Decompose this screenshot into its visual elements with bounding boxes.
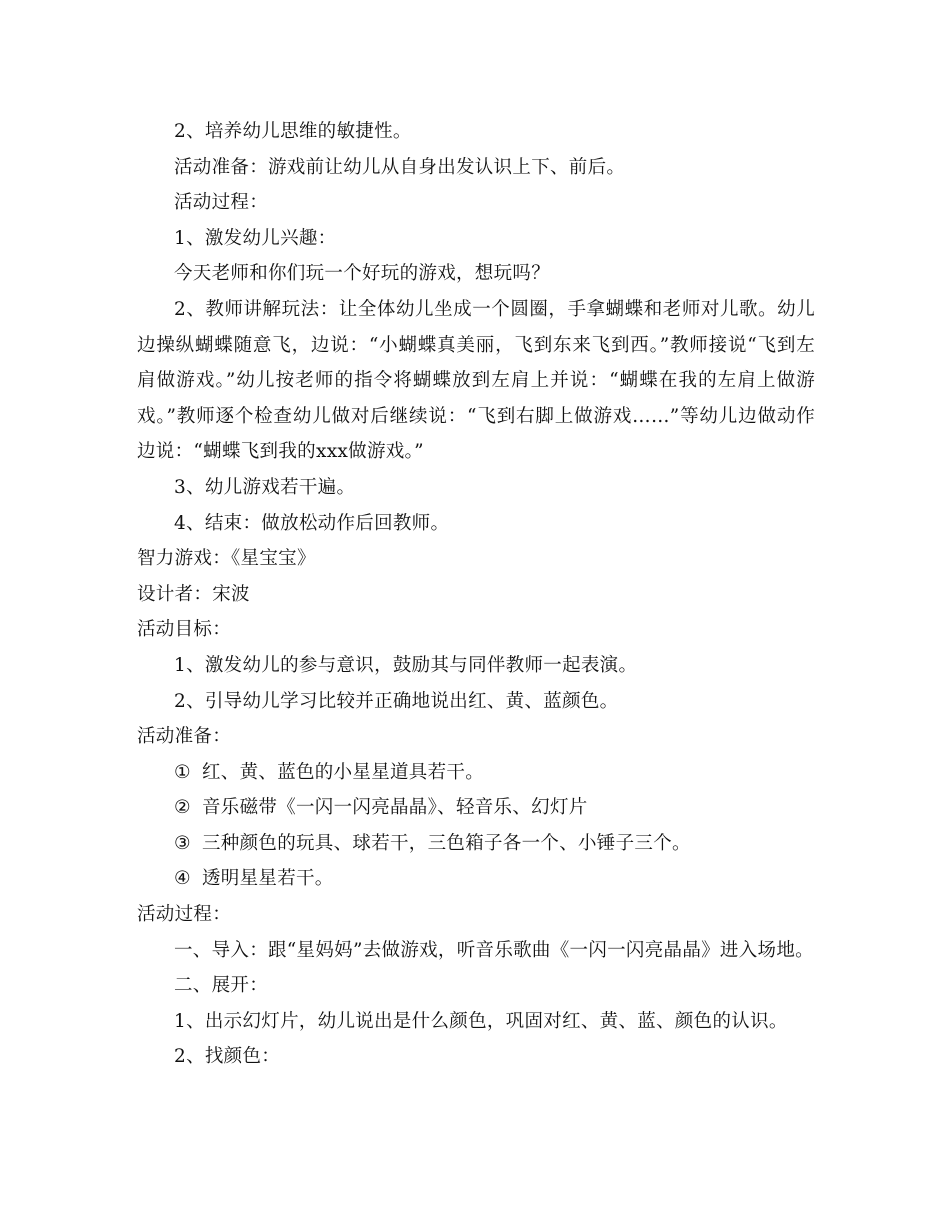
designer-line: 设计者：宋波	[137, 583, 250, 605]
goals-heading: 活动目标：	[137, 619, 232, 641]
game-title: 智力游戏：《星宝宝》	[137, 548, 316, 570]
prep-item-mark: ①	[174, 761, 191, 783]
document-body	[137, 114, 815, 1075]
process-heading: 活动过程：	[137, 904, 232, 926]
step-paragraph: 2、教师讲解玩法：让全体幼儿坐成一个圆圈，手拿蝴蝶和老师对儿歌。幼儿边操纵蝴蝶随意飞，边说：“小蝴蝶真美丽，飞到东来飞到西。”教师接说“飞到左肩做游戏。”幼儿按老师的指令将蝴蝶放到左肩上并说：“蝴蝶在我的左肩上做游戏。”教师逐个检查幼儿做对后继续说：“飞到右脚上做游戏……”等幼儿边做动作边说：“蝴蝶飞到我的xxx做游戏。”	[137, 298, 815, 463]
expand-item: 2、找颜色：	[174, 1046, 281, 1068]
prep-item-mark: ④	[174, 868, 191, 890]
prep-item	[137, 755, 815, 791]
goal-line: 2、培养幼儿思维的敏捷性。	[174, 121, 412, 142]
prep-item-mark: ③	[174, 832, 191, 854]
process-heading: 活动过程：	[174, 192, 269, 214]
goal-item: 1、激发幼儿的参与意识，鼓励其与同伴教师一起表演。	[174, 654, 638, 676]
step-line: 3、幼儿游戏若干遍。	[174, 476, 356, 498]
step-line: 1、激发幼儿兴趣：	[174, 227, 337, 249]
goal-item: 2、引导幼儿学习比较并正确地说出红、黄、蓝颜色。	[174, 690, 619, 712]
expand-item: 1、出示幻灯片，幼儿说出是什么颜色，巩固对红、黄、蓝、颜色的认识。	[174, 1010, 788, 1032]
prep-heading: 活动准备：	[137, 726, 232, 748]
prep-line: 活动准备：游戏前让幼儿从自身出发认识上下、前后。	[174, 156, 626, 178]
prep-item	[137, 790, 815, 826]
prep-item	[137, 826, 815, 862]
prep-item-text: 音乐磁带《一闪一闪亮晶晶》、轻音乐、幻灯片	[202, 797, 588, 819]
step-content: 今天老师和你们玩一个好玩的游戏，想玩吗？	[174, 263, 551, 285]
prep-item	[137, 861, 815, 897]
prep-item-mark: ②	[174, 797, 191, 819]
intro-paragraph: 一、导入：跟“星妈妈”去做游戏，听音乐歌曲《一闪一闪亮晶晶》进入场地。	[174, 939, 814, 961]
step-line: 4、结束：做放松动作后回教师。	[174, 512, 450, 534]
expand-heading: 二、展开：	[174, 975, 269, 997]
prep-item-text: 三种颜色的玩具、球若干，三色箱子各一个、小锤子三个。	[202, 832, 691, 854]
prep-item-text: 红、黄、蓝色的小星星道具若干。	[202, 761, 485, 783]
prep-item-text: 透明星星若干。	[202, 868, 334, 890]
